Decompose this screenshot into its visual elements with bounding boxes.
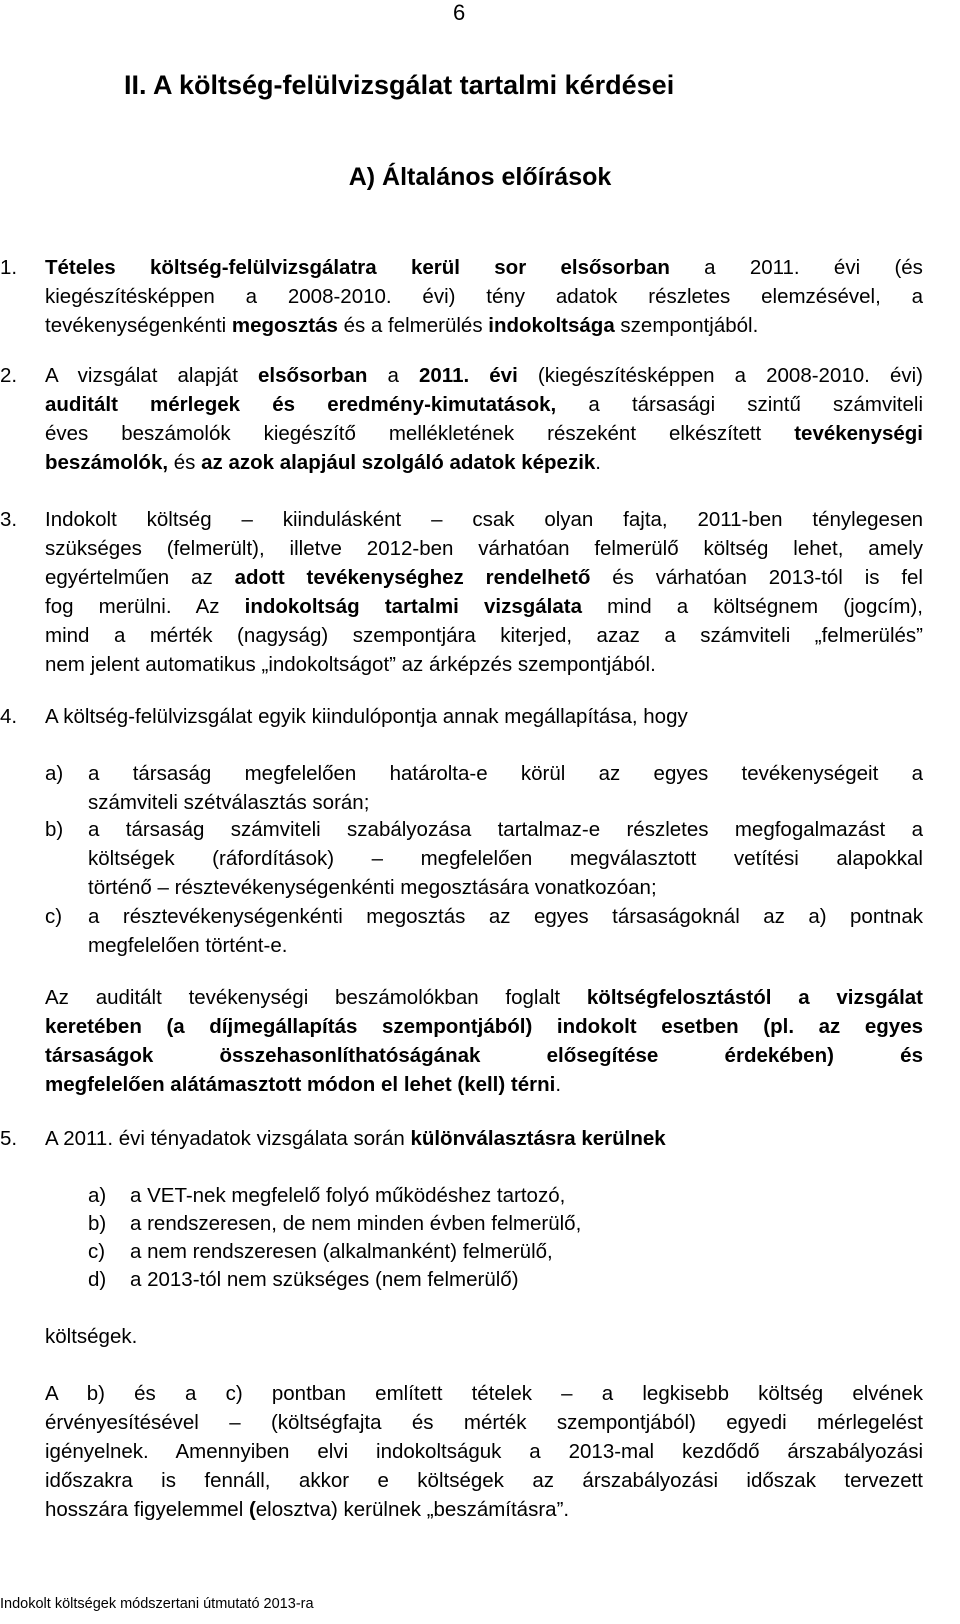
note-line-1 — [45, 983, 923, 1012]
paragraph-5-final — [45, 1379, 923, 1524]
paragraph-3 — [45, 505, 923, 679]
list-item-d: a 2013-tól nem szükséges (nem felmerülő) — [130, 1268, 519, 1291]
p3-line-6: nem jelent automatikus „indokoltságot” az árképzés szempontjából. — [45, 653, 656, 676]
p3-line-4 — [45, 592, 923, 621]
final-line-1: A b) és a c) pontban említett tételek – a legkisebb költség elvének — [45, 1382, 923, 1405]
text-run: megfelelően alátámasztott módon el lehet (kell) térni — [45, 1073, 556, 1096]
p3-line-5: mind a mérték (nagyság) szempontjára kiterjed, azaz a számviteli „felmerülés” — [45, 624, 923, 647]
sub-label-a: a) — [45, 762, 64, 785]
list-label-b: b) — [88, 1212, 107, 1235]
p3-line-3 — [45, 563, 923, 592]
text-run: . — [595, 451, 601, 474]
text-run: az azok alapjául szolgáló adatok képezik — [201, 451, 596, 474]
p1-word: 2011. — [749, 256, 800, 279]
text-run: (kiegészítésképpen a 2008-2010. évi) — [517, 364, 923, 387]
paragraph-1 — [45, 253, 923, 282]
text-run: . — [555, 1073, 562, 1096]
p1-word: kerül — [410, 256, 460, 279]
paragraph-1-cont — [45, 282, 923, 340]
p1-word: (és — [894, 256, 923, 279]
list-label-d: d) — [88, 1268, 107, 1291]
text-run: Az auditált tevékenységi beszámolókban foglalt — [45, 986, 587, 1009]
sub-item-c — [88, 902, 923, 960]
text-run: A vizsgálat alapját — [45, 364, 259, 387]
text-run: tevékenységi — [761, 422, 923, 445]
p3-line-1: Indokolt költség – kiindulásként – csak olyan fajta, 2011-ben ténylegesen — [45, 508, 923, 531]
sub-b-line-3: történő – résztevékenységenkénti megosztására vonatkozóan; — [88, 876, 657, 899]
text-run: az egyes — [794, 1015, 924, 1038]
p5-intro — [45, 1124, 923, 1153]
text-run: társaságok összehasonlíthatóságának elősegítése érdekében) és — [45, 1044, 923, 1067]
final-line-2: érvényesítésével – (költségfajta és mérték szempontjából) egyedi mérlegelést — [45, 1411, 923, 1434]
p2-line-1 — [45, 361, 923, 390]
paragraph-2 — [45, 361, 923, 390]
sub-c-line-2: megfelelően történt-e. — [88, 934, 288, 957]
text-run: különválasztásra kerülnek — [410, 1127, 666, 1150]
text-run: 2011. évi — [419, 364, 518, 387]
text-run: tevékenységenkénti — [45, 314, 232, 337]
text-run: elsősorban — [258, 364, 368, 387]
text-run: indokoltsága — [488, 314, 615, 337]
text-run: beszámolók, — [45, 451, 169, 474]
text-run: egyértelműen az — [45, 566, 235, 589]
item-number-3: 3. — [0, 508, 18, 531]
text-run: adott tevékenységhez rendelhető — [234, 566, 591, 589]
sub-c-line-1: a résztevékenységenkénti megosztás az egyes társaságoknál az a) pontnak — [88, 905, 923, 928]
text-run: auditált mérlegek és eredmény-kimutatások, — [45, 393, 557, 416]
paragraph-5-intro — [45, 1124, 923, 1153]
p1-line-2: kiegészítésképpen a 2008-2010. évi) tény adatok részletes elemzésével, a — [45, 285, 923, 308]
list-tail: költségek. — [45, 1325, 138, 1348]
list-label-a: a) — [88, 1184, 107, 1207]
list-item-c: a nem rendszeresen (alkalmanként) felmerülő, — [130, 1240, 553, 1263]
note-line-2 — [45, 1012, 923, 1041]
p1-word: évi — [833, 256, 861, 279]
item-number-1: 1. — [0, 256, 18, 279]
text-run: indokoltság tartalmi vizsgálata — [244, 595, 583, 618]
final-line-4: időszakra is fennáll, akkor e költségek az árszabályozási időszak tervezett — [45, 1469, 923, 1492]
text-run: keretében (a díjmegállapítás szempontjából) indokolt esetben (pl. — [45, 1015, 795, 1038]
text-run: költségfelosztástól a vizsgálat — [586, 986, 923, 1009]
text-run: és várhatóan 2013-tól is fel — [590, 566, 923, 589]
sub-item-a — [88, 759, 923, 817]
text-run: hosszára figyelemmel — [45, 1498, 249, 1521]
item-number-5: 5. — [0, 1127, 18, 1150]
final-line-3: igényelnek. Amennyiben elvi indokoltságuk a 2013-mal kezdődő árszabályozási — [45, 1440, 923, 1463]
text-run: és — [168, 451, 202, 474]
text-run: éves beszámolók kiegészítő mellékletének részeként elkészített — [45, 422, 762, 445]
list-item-b: a rendszeresen, de nem minden évben felmerülő, — [130, 1212, 582, 1235]
text-run: a társasági szintű számviteli — [556, 393, 923, 416]
sub-b-line-1: a társaság számviteli szabályozása tartalmaz-e részletes megfogalmazást a — [88, 818, 923, 841]
text-run: fog merülni. Az — [45, 595, 245, 618]
note-line-4 — [45, 1070, 923, 1099]
sub-a-line-1: a társaság megfelelően határolta-e körül az egyes tevékenységeit a — [88, 762, 923, 785]
sub-label-c: c) — [45, 905, 63, 928]
note-line-3 — [45, 1041, 923, 1070]
sub-heading: A) Általános előírások — [348, 163, 612, 191]
p1-line-3 — [45, 311, 923, 340]
page-footer: Indokolt költségek módszertani útmutató 2013-ra — [0, 1596, 314, 1612]
p1-line-1 — [45, 253, 923, 282]
p1-word: elsősorban — [560, 256, 670, 279]
text-run: a — [367, 364, 419, 387]
text-run: A 2011. évi tényadatok vizsgálata során — [45, 1127, 411, 1150]
sub-a-line-2: számviteli szétválasztás során; — [88, 791, 370, 814]
sub-label-b: b) — [45, 818, 64, 841]
sub-b-line-2: költségek (ráfordítások) – megfelelően megválasztott vetítési alapokkal — [88, 847, 923, 870]
p1-word: sor — [494, 256, 527, 279]
text-run: ( — [248, 1498, 256, 1521]
list-label-c: c) — [88, 1240, 106, 1263]
text-run: elosztva) kerülnek „beszámításra”. — [255, 1498, 570, 1521]
p1-word: Tételes — [45, 256, 116, 279]
main-heading: II. A költség-felülvizsgálat tartalmi kérdései — [124, 70, 675, 100]
p4-intro: A költség-felülvizsgálat egyik kiindulópontja annak megállapítása, hogy — [45, 705, 688, 728]
p2-line-4 — [45, 448, 923, 477]
list-item-a: a VET-nek megfelelő folyó működéshez tartozó, — [130, 1184, 566, 1207]
p2-line-2 — [45, 390, 923, 419]
paragraph-4-note — [45, 983, 923, 1099]
final-line-5 — [45, 1495, 923, 1524]
page-number: 6 — [453, 0, 466, 25]
sub-item-b — [88, 815, 923, 902]
text-run: mind a költségnem (jogcím), — [582, 595, 923, 618]
item-number-2: 2. — [0, 364, 18, 387]
p1-word: költség-felülvizsgálatra — [149, 256, 377, 279]
p2-line-3 — [45, 419, 923, 448]
paragraph-2-cont — [45, 390, 923, 477]
p3-line-2: szükséges (felmerült), illetve 2012-ben várhatóan felmerülő költség lehet, amely — [45, 537, 923, 560]
text-run: megosztás — [231, 314, 338, 337]
text-run: és a felmerülés — [337, 314, 489, 337]
item-number-4: 4. — [0, 705, 18, 728]
paragraph-4-intro — [45, 702, 923, 731]
text-run: szempontjából. — [614, 314, 759, 337]
p1-word: a — [704, 256, 716, 279]
